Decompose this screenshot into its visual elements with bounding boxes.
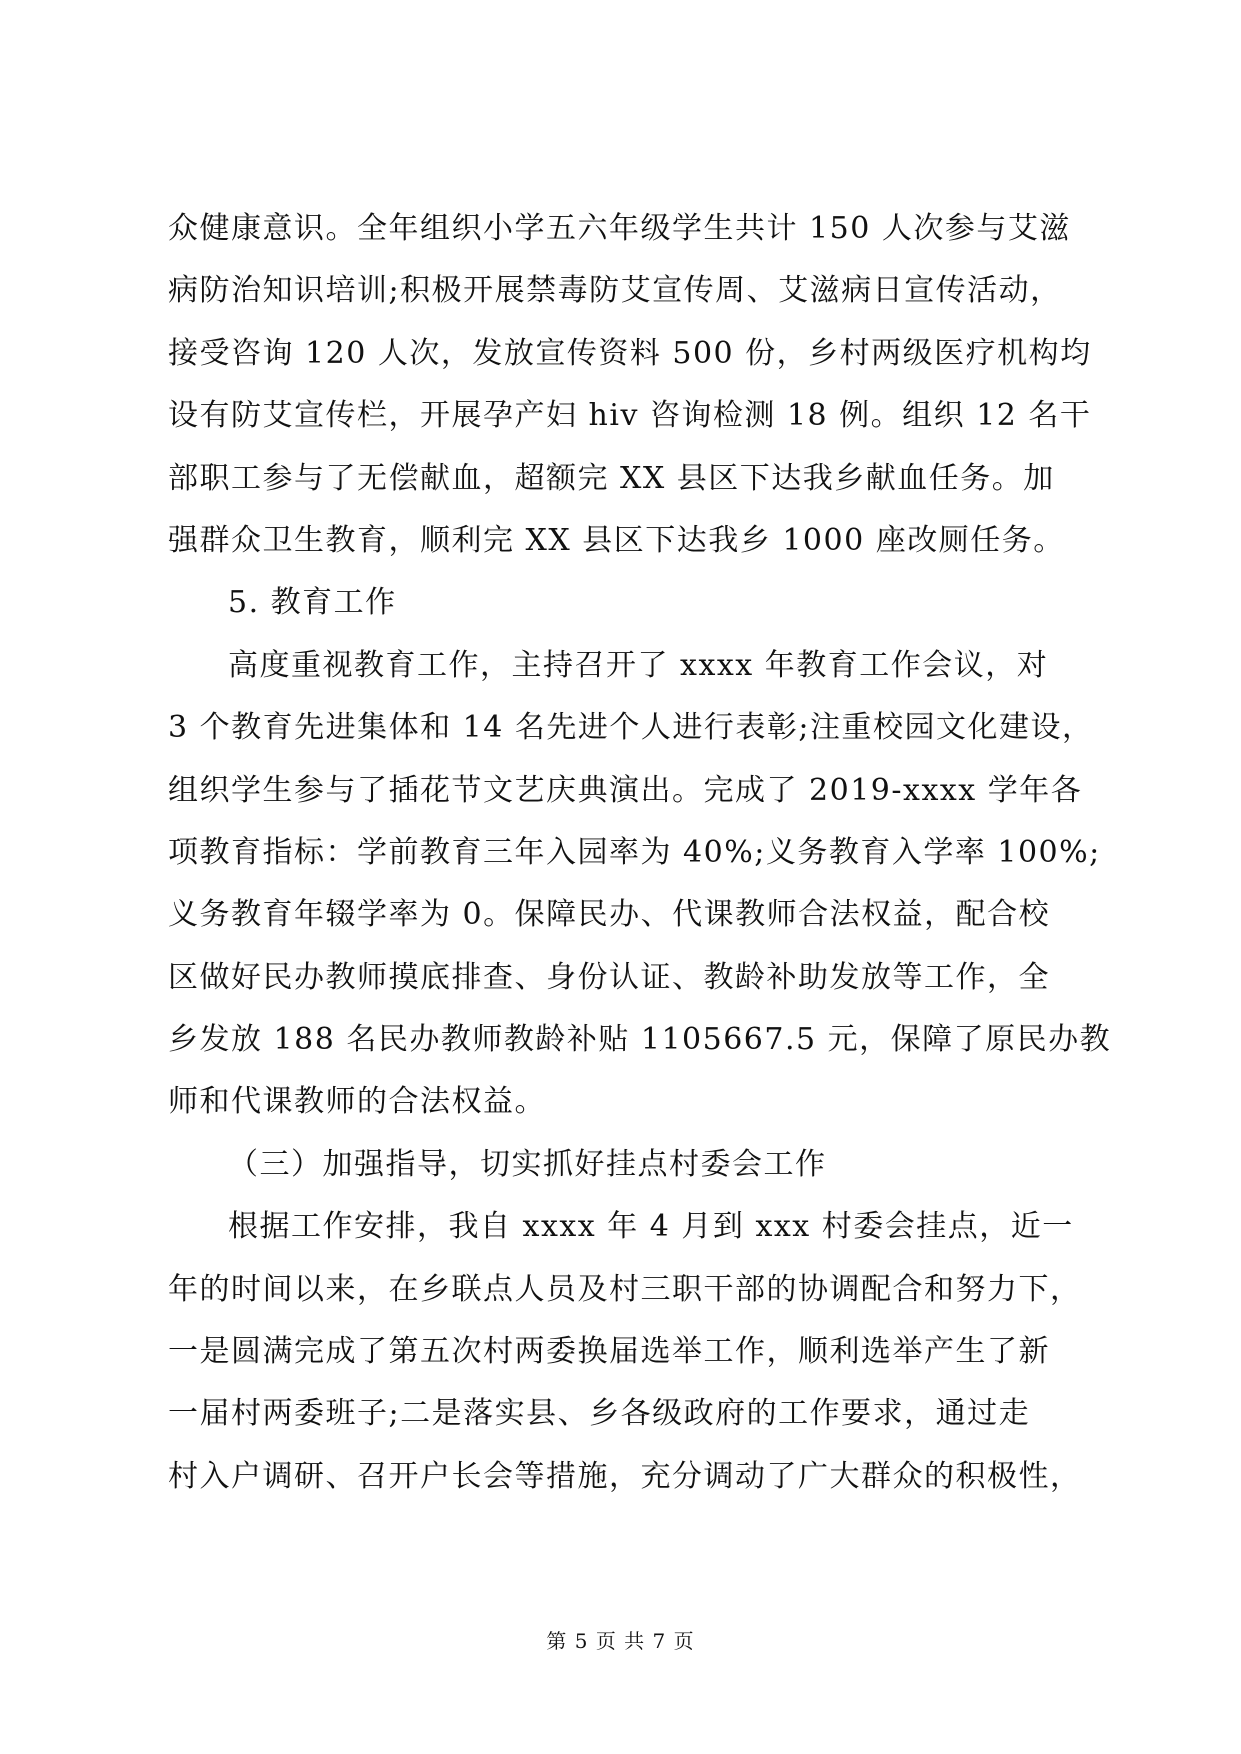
- body-line: 义务教育年辍学率为 0。保障民办、代课教师合法权益，配合校: [168, 897, 1051, 933]
- section-heading: 5. 教育工作: [228, 585, 397, 621]
- section-heading: （三）加强指导，切实抓好挂点村委会工作: [228, 1146, 827, 1182]
- body-line: 年的时间以来，在乡联点人员及村三职干部的协调配合和努力下，: [168, 1271, 1082, 1307]
- body-line: 一届村两委班子;二是落实县、乡各级政府的工作要求，通过走: [168, 1396, 1031, 1432]
- body-line: 一是圆满完成了第五次村两委换届选举工作，顺利选举产生了新: [168, 1334, 1050, 1370]
- body-line: 部职工参与了无偿献血，超额完 XX 县区下达我乡献血任务。加: [168, 460, 1055, 496]
- body-line: 乡发放 188 名民办教师教龄补贴 1105667.5 元，保障了原民办教: [168, 1022, 1112, 1058]
- paragraph-first-line: 根据工作安排，我自 xxxx 年 4 月到 xxx 村委会挂点，近一: [228, 1209, 1074, 1245]
- body-line: 病防治知识培训;积极开展禁毒防艾宣传周、艾滋病日宣传活动，: [168, 273, 1062, 309]
- body-line: 3 个教育先进集体和 14 名先进个人进行表彰;注重校园文化建设，: [168, 710, 1094, 746]
- body-line: 项教育指标：学前教育三年入园率为 40%;义务教育入学率 100%;: [168, 834, 1101, 870]
- body-line: 组织学生参与了插花节文艺庆典演出。完成了 2019-xxxx 学年各: [168, 772, 1083, 808]
- body-line: 接受咨询 120 人次，发放宣传资料 500 份，乡村两级医疗机构均: [168, 335, 1092, 371]
- body-line: 设有防艾宣传栏，开展孕产妇 hiv 咨询检测 18 例。组织 12 名干: [168, 398, 1092, 434]
- body-line: 众健康意识。全年组织小学五六年级学生共计 150 人次参与艾滋: [168, 211, 1071, 246]
- paragraph-first-line: 高度重视教育工作，主持召开了 xxxx 年教育工作会议，对: [228, 647, 1049, 683]
- document-body: [168, 198, 1112, 1508]
- body-line: 师和代课教师的合法权益。: [168, 1084, 546, 1120]
- body-line: 村入户调研、召开户长会等措施，充分调动了广大群众的积极性，: [168, 1458, 1082, 1494]
- body-line: 强群众卫生教育，顺利完 XX 县区下达我乡 1000 座改厕任务。: [168, 522, 1065, 558]
- page-number-footer: 第 5 页 共 7 页: [546, 1629, 695, 1653]
- body-line: 区做好民办教师摸底排查、身份认证、教龄补助发放等工作，全: [168, 959, 1050, 995]
